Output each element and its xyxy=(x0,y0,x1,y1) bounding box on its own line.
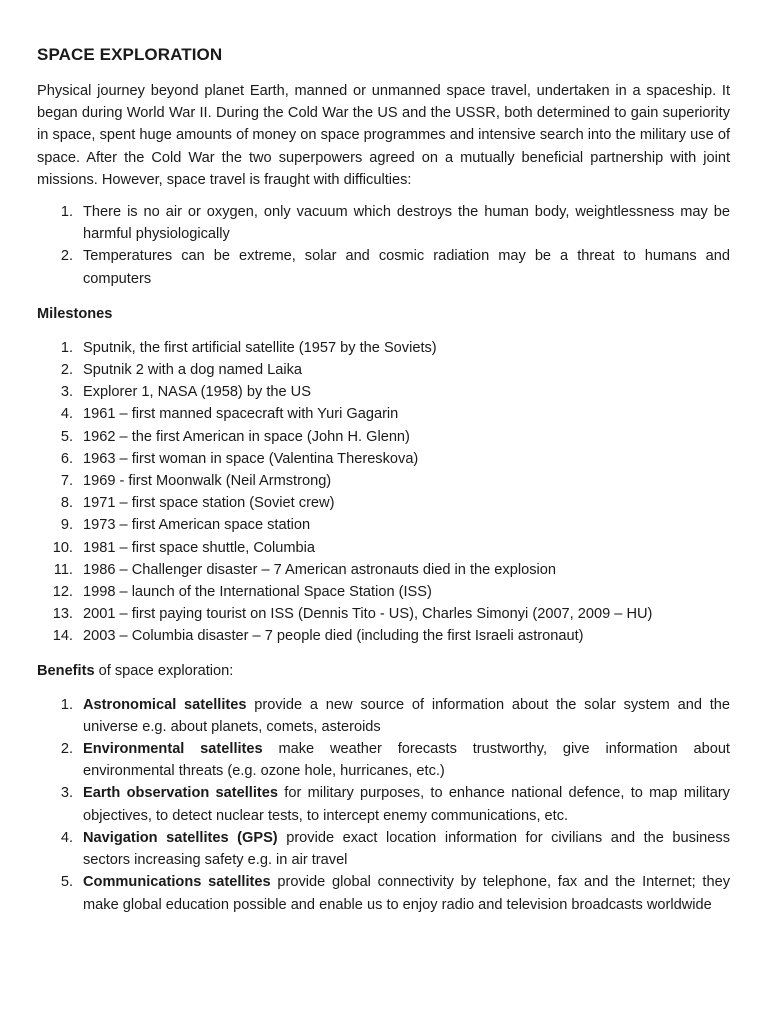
list-item xyxy=(37,782,730,826)
list-item xyxy=(37,403,730,425)
document-page xyxy=(37,44,730,916)
list-item xyxy=(37,337,730,359)
list-item xyxy=(37,448,730,470)
list-number: 2. xyxy=(60,248,73,265)
list-item xyxy=(37,603,730,625)
list-item xyxy=(37,738,730,782)
list-text: Sputnik, the first artificial satellite (1957 by the Soviets) xyxy=(83,339,437,356)
list-number: 14. xyxy=(52,628,73,645)
list-number: 11. xyxy=(53,561,73,578)
list-bold-term: Environmental satellites xyxy=(83,741,263,758)
list-bold-term: Astronomical satellites xyxy=(83,696,247,713)
list-number: 1. xyxy=(60,696,73,713)
list-number: 2. xyxy=(60,362,73,379)
list-text: make weather forecasts trustworthy, give information about environmental threats (e.g. ozone hole, hurricanes, etc.) xyxy=(83,741,730,780)
difficulties-list xyxy=(37,201,730,290)
list-number: 1. xyxy=(60,339,73,356)
list-item xyxy=(37,537,730,559)
list-number: 10. xyxy=(52,539,73,556)
list-text: 1961 – first manned spacecraft with Yuri Gagarin xyxy=(83,406,399,423)
benefits-heading-rest: of space exploration: xyxy=(94,662,234,679)
list-bold-term: Communications satellites xyxy=(83,874,271,891)
list-text: for military purposes, to enhance national defence, to map military objectives, to detect nuclear tests, to intercept enemy communications, etc. xyxy=(83,785,730,824)
list-item xyxy=(37,470,730,492)
list-text: provide global connectivity by telephone, fax and the Internet; they make global education possible and enable us to enjoy radio and television broadcasts worldwide xyxy=(83,874,731,913)
list-item xyxy=(37,201,730,245)
intro-paragraph: Physical journey beyond planet Earth, manned or unmanned space travel, undertaken in a spaceship. It began during World War II. During the Cold War the US and the USSR, both determined to gain superiority in space, spent huge amounts of money on space programmes and intensive search into the military use of space. After the Cold War the two superpowers agreed on a mutually beneficial partnership with joint missions. However, space travel is fraught with difficulties: xyxy=(37,83,730,188)
list-text: 2003 – Columbia disaster – 7 people died (including the first Israeli astronaut) xyxy=(83,628,584,645)
list-bold-term: Earth observation satellites xyxy=(83,785,279,802)
list-text: 1963 – first woman in space (Valentina Thereskova) xyxy=(83,450,419,467)
list-number: 1. xyxy=(60,204,73,221)
list-text: 1962 – the first American in space (John H. Glenn) xyxy=(83,428,410,445)
list-item xyxy=(37,381,730,403)
list-text: 1969 - first Moonwalk (Neil Armstrong) xyxy=(83,473,332,490)
list-number: 5. xyxy=(60,428,73,445)
list-number: 12. xyxy=(52,584,73,601)
list-text: provide a new source of information about the solar system and the universe e.g. about planets, comets, asteroids xyxy=(83,696,730,735)
list-number: 13. xyxy=(52,606,73,623)
benefits-heading-bold: Benefits xyxy=(37,662,95,679)
list-item xyxy=(37,559,730,581)
list-number: 4. xyxy=(60,406,73,423)
benefits-list xyxy=(37,694,730,916)
list-number: 2. xyxy=(60,741,73,758)
list-text: provide exact location information for civilians and the business sectors increasing safety e.g. in air travel xyxy=(83,829,731,869)
list-number: 5. xyxy=(60,874,73,891)
list-text: There is no air or oxygen, only vacuum which destroys the human body, weightlessness may be harmful physiologically xyxy=(83,204,730,243)
list-number: 9. xyxy=(60,517,73,534)
milestones-heading: Milestones xyxy=(37,305,113,322)
list-item xyxy=(37,426,730,448)
list-number: 7. xyxy=(60,473,73,490)
list-item xyxy=(37,514,730,536)
list-item xyxy=(37,359,730,381)
list-text: 1998 – launch of the International Space Station (ISS) xyxy=(83,584,432,601)
list-text: Sputnik 2 with a dog named Laika xyxy=(83,362,303,379)
list-bold-term: Navigation satellites (GPS) xyxy=(83,829,278,846)
document-title: SPACE EXPLORATION xyxy=(37,45,223,64)
benefits-heading xyxy=(37,660,730,682)
list-text: 1981 – first space shuttle, Columbia xyxy=(83,539,316,556)
list-text: Explorer 1, NASA (1958) by the US xyxy=(83,384,311,401)
list-text: 1973 – first American space station xyxy=(83,517,311,534)
list-number: 4. xyxy=(60,829,73,846)
list-number: 3. xyxy=(60,785,73,802)
list-item xyxy=(37,245,730,289)
list-text: 2001 – first paying tourist on ISS (Dennis Tito - US), Charles Simonyi (2007, 2009 – HU) xyxy=(83,606,653,623)
list-text: 1986 – Challenger disaster – 7 American astronauts died in the explosion xyxy=(83,561,556,578)
milestones-list xyxy=(37,337,730,648)
list-number: 3. xyxy=(60,384,73,401)
list-item xyxy=(37,827,730,871)
list-number: 8. xyxy=(60,495,73,512)
list-item xyxy=(37,492,730,514)
list-item xyxy=(37,625,730,647)
list-item xyxy=(37,871,730,915)
list-item xyxy=(37,694,730,738)
list-text: 1971 – first space station (Soviet crew) xyxy=(83,495,335,512)
list-text: Temperatures can be extreme, solar and cosmic radiation may be a threat to humans and computers xyxy=(83,248,730,287)
list-item xyxy=(37,581,730,603)
list-number: 6. xyxy=(60,450,73,467)
